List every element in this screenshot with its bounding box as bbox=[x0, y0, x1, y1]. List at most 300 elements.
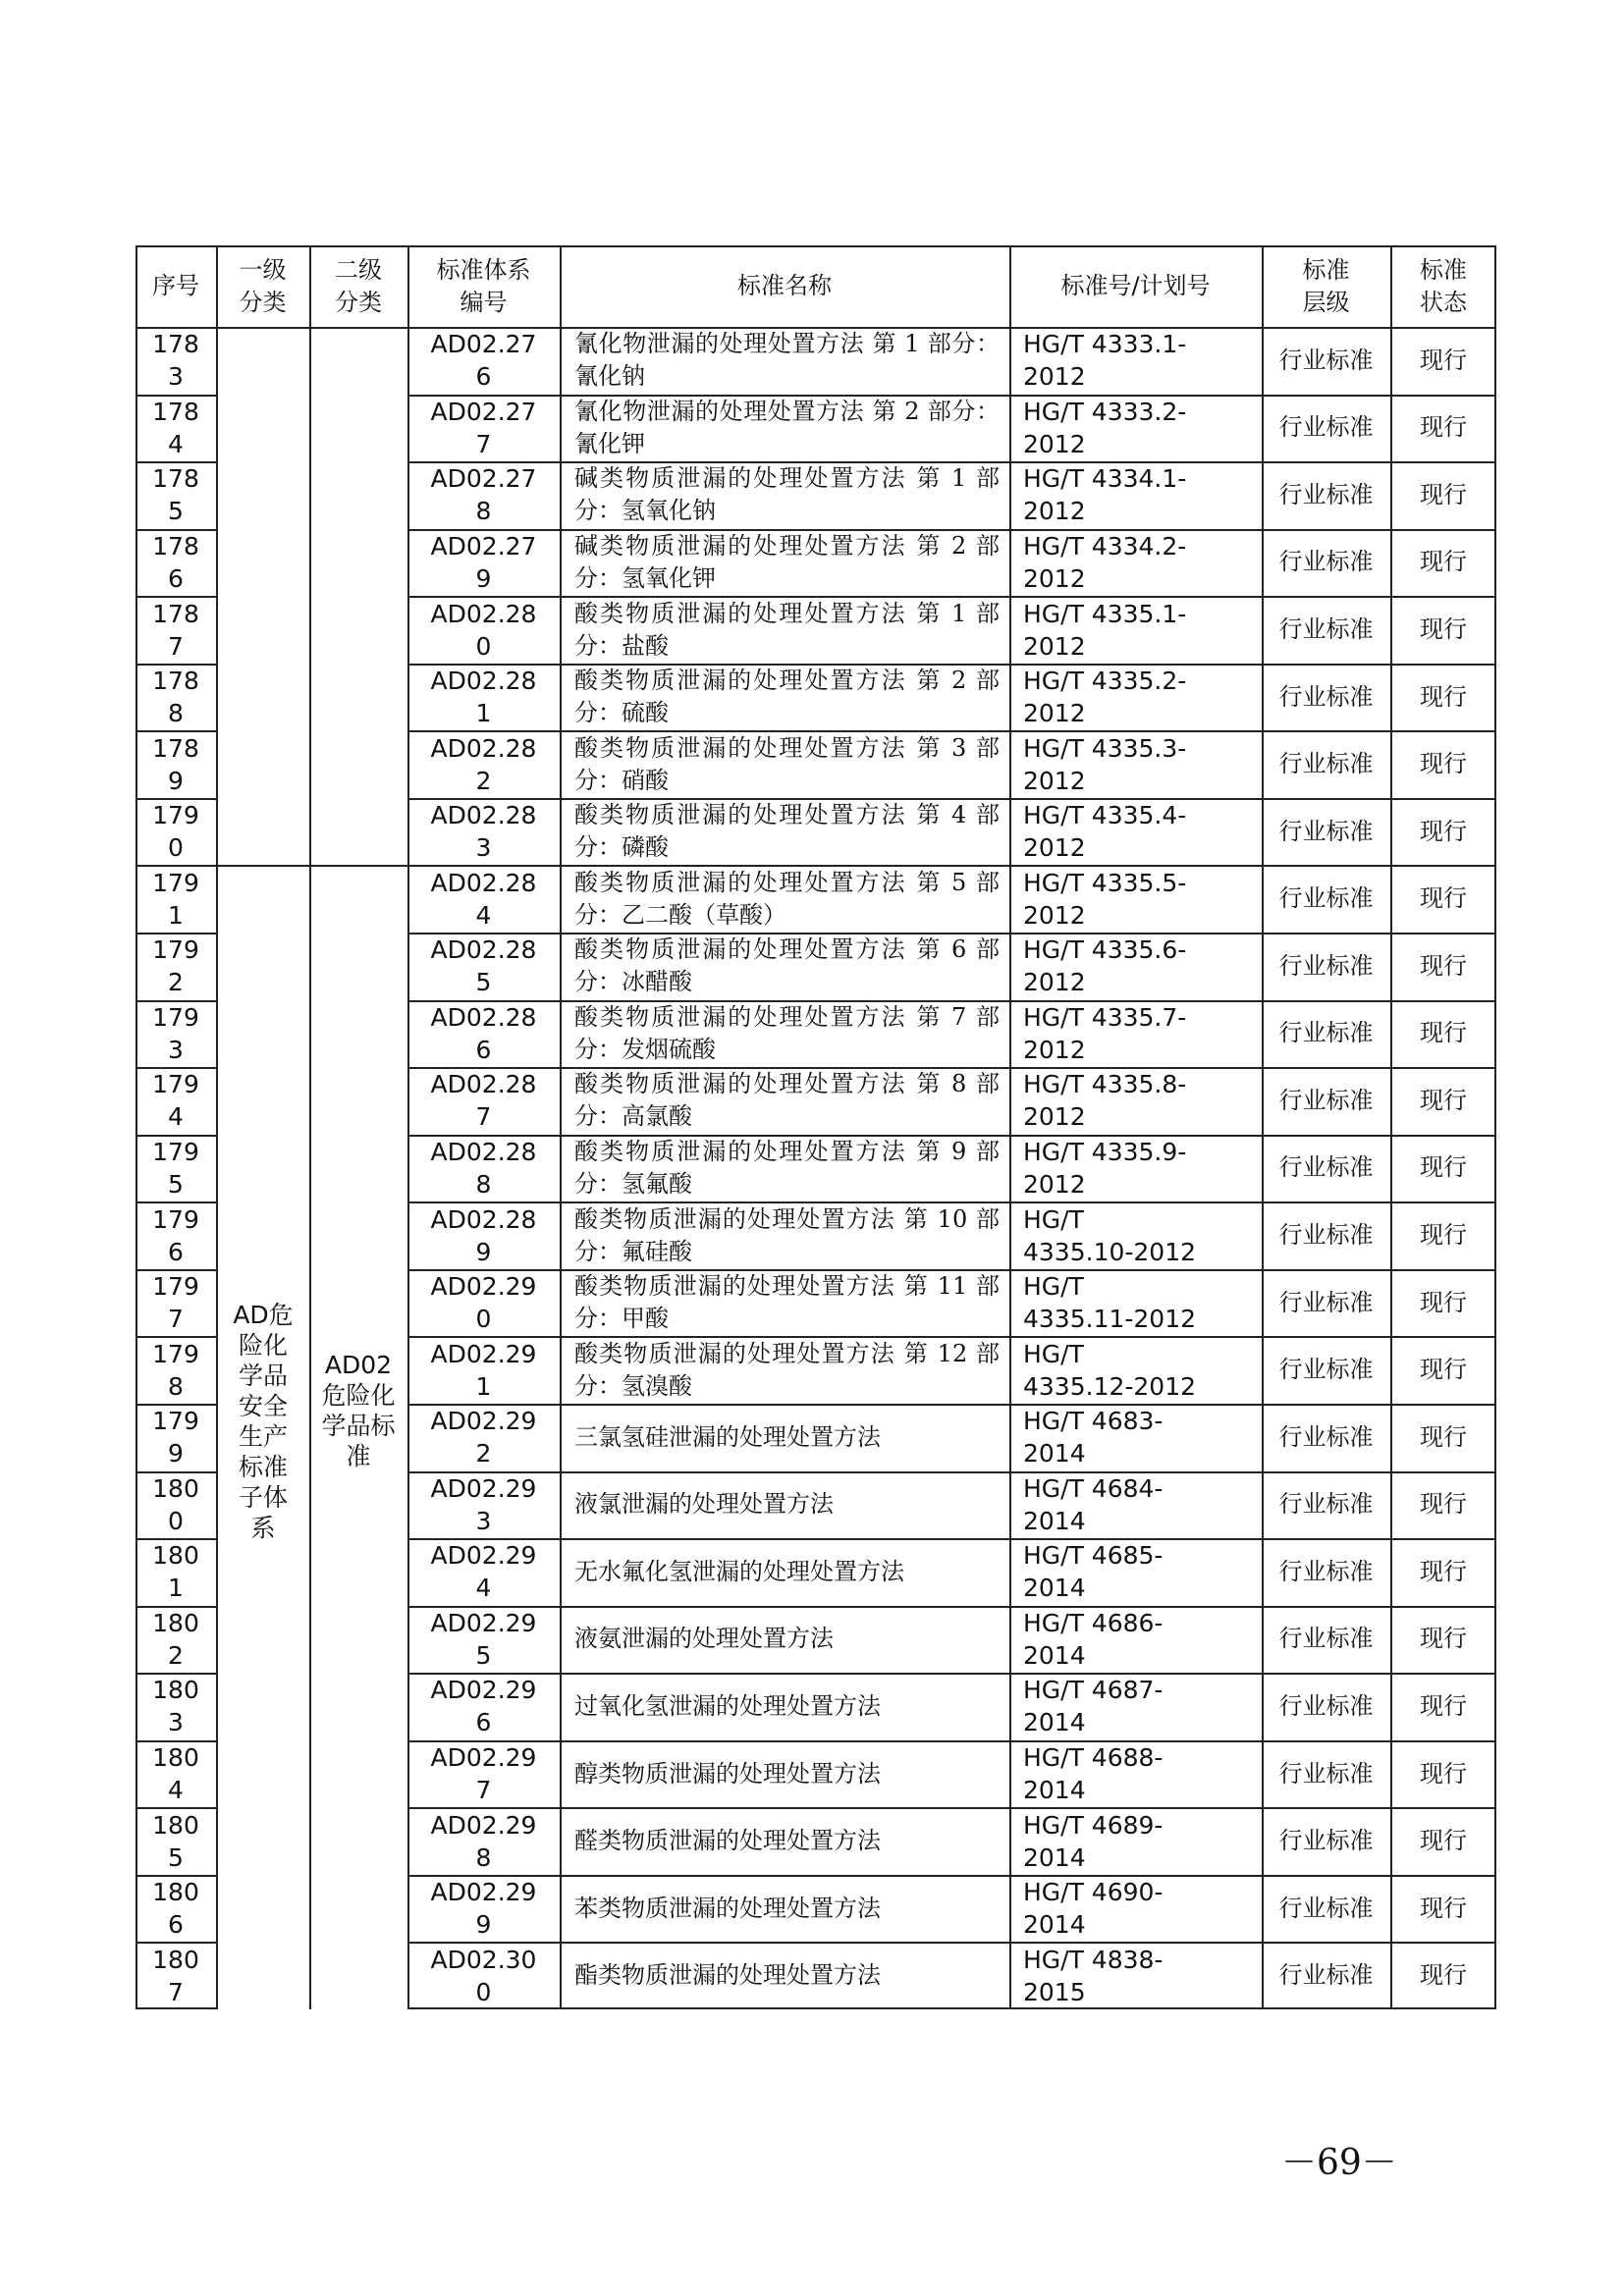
cell-status bbox=[1390, 865, 1496, 933]
cell-std-no bbox=[1009, 1404, 1262, 1471]
cell-std-no bbox=[1009, 1471, 1262, 1539]
cell-status-text: 现行 bbox=[1420, 1356, 1467, 1384]
cell-code bbox=[407, 1336, 560, 1404]
seq-divider bbox=[135, 1067, 216, 1069]
cell-status-text: 现行 bbox=[1420, 1490, 1467, 1519]
column-divider bbox=[407, 245, 409, 2009]
cell-name-text: 氰化物泄漏的处理处置方法 第 2 部分：氰化钾 bbox=[574, 397, 1000, 457]
cell-name-text: 酸类物质泄漏的处理处置方法 第 8 部分：高氯酸 bbox=[574, 1070, 1000, 1131]
cell-name-text: 氰化物泄漏的处理处置方法 第 1 部分：氰化钠 bbox=[574, 330, 1000, 391]
cell-seq bbox=[135, 1269, 216, 1337]
cell-status-text: 现行 bbox=[1420, 682, 1467, 711]
table-header bbox=[135, 245, 1496, 327]
cell-std-no-text: HG/T 4335.7-2012 bbox=[1023, 1002, 1187, 1064]
cell-status-text: 现行 bbox=[1420, 1961, 1467, 1990]
cell-seq bbox=[135, 1201, 216, 1269]
table-row bbox=[135, 1269, 1496, 1337]
cell-std-no-text: HG/T 4334.2-2012 bbox=[1023, 531, 1187, 593]
cell-name bbox=[560, 1807, 1009, 1875]
row-divider bbox=[407, 1201, 1496, 1203]
cell-name-text: 酸类物质泄漏的处理处置方法 第 2 部分：硫酸 bbox=[574, 667, 1000, 727]
row-divider bbox=[407, 1875, 1496, 1877]
seq-divider bbox=[135, 1336, 216, 1338]
seq-divider bbox=[135, 1269, 216, 1271]
cell-code-text: AD02.287 bbox=[430, 1070, 537, 1132]
cell-seq bbox=[135, 730, 216, 798]
cell-code bbox=[407, 327, 560, 395]
cell-seq-text: 1787 bbox=[152, 599, 199, 661]
table-row bbox=[135, 1201, 1496, 1269]
level2-category: AD02危险化学品标准 bbox=[321, 1351, 396, 1470]
cell-status bbox=[1390, 1404, 1496, 1471]
cell-status bbox=[1390, 1606, 1496, 1674]
cell-code-text: AD02.276 bbox=[430, 330, 537, 392]
standards-table bbox=[135, 245, 1496, 2009]
cell-code-text: AD02.278 bbox=[430, 464, 537, 526]
cell-status bbox=[1390, 1740, 1496, 1808]
cell-level-text: 行业标准 bbox=[1278, 1557, 1374, 1585]
cell-std-no-text: HG/T 4335.12-2012 bbox=[1023, 1339, 1197, 1401]
cell-code bbox=[407, 1875, 560, 1943]
row-divider bbox=[407, 529, 1496, 531]
cell-seq bbox=[135, 596, 216, 664]
cell-seq-text: 1794 bbox=[152, 1070, 199, 1132]
cell-level bbox=[1262, 865, 1390, 933]
table-row bbox=[135, 1471, 1496, 1539]
page-number: －69－ bbox=[1281, 2143, 1397, 2183]
cell-status bbox=[1390, 1471, 1496, 1539]
cell-seq bbox=[135, 1471, 216, 1539]
table-row bbox=[135, 1067, 1496, 1135]
seq-divider bbox=[135, 1673, 216, 1675]
cell-seq bbox=[135, 529, 216, 597]
cell-status-text: 现行 bbox=[1420, 1422, 1467, 1451]
cell-level-text: 行业标准 bbox=[1278, 1691, 1374, 1720]
cell-code-text: AD02.291 bbox=[430, 1339, 537, 1401]
seq-divider bbox=[135, 395, 216, 397]
cell-std-no-text: HG/T 4335.8-2012 bbox=[1023, 1070, 1187, 1132]
cell-status bbox=[1390, 1875, 1496, 1943]
cell-seq-text: 1804 bbox=[152, 1743, 199, 1805]
cell-std-no-text: HG/T 4689-2014 bbox=[1023, 1810, 1164, 1872]
cell-level-text: 行业标准 bbox=[1278, 750, 1374, 778]
cell-seq bbox=[135, 1336, 216, 1404]
cell-code bbox=[407, 664, 560, 731]
cell-std-no bbox=[1009, 529, 1262, 597]
cell-seq-text: 1806 bbox=[152, 1878, 199, 1940]
cell-seq bbox=[135, 1942, 216, 2009]
cell-level bbox=[1262, 596, 1390, 664]
cell-status-text: 现行 bbox=[1420, 1288, 1467, 1316]
seq-divider bbox=[135, 1000, 216, 1002]
cell-std-no bbox=[1009, 865, 1262, 933]
cell-seq bbox=[135, 1404, 216, 1471]
cell-std-no bbox=[1009, 1807, 1262, 1875]
cell-level bbox=[1262, 1000, 1390, 1068]
table-row bbox=[135, 865, 1496, 933]
cell-std-no-text: HG/T 4335.1-2012 bbox=[1023, 599, 1187, 661]
cell-std-no-text: HG/T 4335.3-2012 bbox=[1023, 733, 1187, 795]
cell-seq-text: 1803 bbox=[152, 1676, 199, 1737]
cell-level-text: 行业标准 bbox=[1278, 1086, 1374, 1114]
column-divider bbox=[309, 245, 311, 2009]
cell-name-text: 醇类物质泄漏的处理处置方法 bbox=[574, 1759, 881, 1788]
cell-name bbox=[560, 1067, 1009, 1135]
cell-seq bbox=[135, 933, 216, 1000]
cell-name bbox=[560, 1000, 1009, 1068]
cell-std-no-text: HG/T 4335.2-2012 bbox=[1023, 667, 1187, 728]
cell-name-text: 酸类物质泄漏的处理处置方法 第 5 部分：乙二酸（草酸） bbox=[574, 868, 1000, 929]
column-divider bbox=[216, 245, 218, 2009]
cell-std-no bbox=[1009, 1740, 1262, 1808]
cell-code bbox=[407, 1807, 560, 1875]
cell-level-text: 行业标准 bbox=[1278, 1490, 1374, 1519]
cell-level-text: 行业标准 bbox=[1278, 884, 1374, 913]
cell-name-text: 酸类物质泄漏的处理处置方法 第 12 部分：氢溴酸 bbox=[574, 1339, 1000, 1400]
cell-status-text: 现行 bbox=[1420, 1153, 1467, 1182]
cell-code-text: AD02.281 bbox=[430, 667, 537, 728]
cell-status bbox=[1390, 327, 1496, 395]
cell-level bbox=[1262, 1269, 1390, 1337]
cell-seq-text: 1805 bbox=[152, 1810, 199, 1872]
seq-divider bbox=[135, 865, 216, 867]
cell-std-no bbox=[1009, 461, 1262, 529]
cell-level bbox=[1262, 1201, 1390, 1269]
cell-seq bbox=[135, 664, 216, 731]
cell-level-text: 行业标准 bbox=[1278, 1759, 1374, 1788]
cell-std-no-text: HG/T 4690-2014 bbox=[1023, 1878, 1164, 1940]
table-row bbox=[135, 1942, 1496, 2009]
cell-code-text: AD02.279 bbox=[430, 531, 537, 593]
cell-std-no bbox=[1009, 798, 1262, 866]
cell-code-text: AD02.294 bbox=[430, 1541, 537, 1603]
cell-std-no-text: HG/T 4335.6-2012 bbox=[1023, 935, 1187, 997]
cell-code-text: AD02.280 bbox=[430, 599, 537, 661]
cell-code bbox=[407, 1404, 560, 1471]
cell-std-no bbox=[1009, 1000, 1262, 1068]
table-row bbox=[135, 596, 1496, 664]
row-divider bbox=[407, 461, 1496, 463]
cell-std-no-text: HG/T 4688-2014 bbox=[1023, 1743, 1164, 1805]
cell-std-no-text: HG/T 4335.9-2012 bbox=[1023, 1137, 1187, 1199]
header-name: 标准名称 bbox=[737, 272, 832, 299]
column-divider bbox=[1390, 245, 1392, 2009]
cell-status-text: 现行 bbox=[1420, 1691, 1467, 1720]
row-divider bbox=[407, 933, 1496, 934]
column-divider bbox=[560, 245, 562, 2009]
table-row bbox=[135, 395, 1496, 462]
row-divider bbox=[407, 1471, 1496, 1473]
cell-std-no-text: HG/T 4335.5-2012 bbox=[1023, 868, 1187, 930]
cell-code bbox=[407, 1740, 560, 1808]
row-divider bbox=[407, 664, 1496, 666]
cell-status-text: 现行 bbox=[1420, 413, 1467, 442]
level1-category: AD危险化学品安全生产标准子体系 bbox=[233, 1301, 294, 1542]
cell-level bbox=[1262, 1942, 1390, 2009]
cell-status-text: 现行 bbox=[1420, 548, 1467, 576]
cell-code-text: AD02.295 bbox=[430, 1608, 537, 1670]
cell-name bbox=[560, 865, 1009, 933]
cell-name bbox=[560, 1404, 1009, 1471]
row-divider bbox=[407, 1606, 1496, 1608]
cell-level bbox=[1262, 1471, 1390, 1539]
cell-code-text: AD02.277 bbox=[430, 397, 537, 458]
cell-status-text: 现行 bbox=[1420, 615, 1467, 643]
cell-level-text: 行业标准 bbox=[1278, 1961, 1374, 1990]
cell-name bbox=[560, 1201, 1009, 1269]
cell-code-text: AD02.286 bbox=[430, 1002, 537, 1064]
table-row bbox=[135, 933, 1496, 1000]
cell-std-no-text: HG/T 4838-2015 bbox=[1023, 1945, 1164, 2006]
cell-code bbox=[407, 461, 560, 529]
seq-divider bbox=[135, 1471, 216, 1473]
cell-std-no bbox=[1009, 1135, 1262, 1202]
seq-divider bbox=[135, 664, 216, 666]
cell-status bbox=[1390, 664, 1496, 731]
cell-std-no bbox=[1009, 327, 1262, 395]
row-divider bbox=[407, 1740, 1496, 1742]
cell-code bbox=[407, 395, 560, 462]
cell-status bbox=[1390, 933, 1496, 1000]
cell-std-no bbox=[1009, 395, 1262, 462]
cell-code-text: AD02.285 bbox=[430, 935, 537, 997]
cell-level-text: 行业标准 bbox=[1278, 1153, 1374, 1182]
cell-seq bbox=[135, 1673, 216, 1740]
table-row bbox=[135, 327, 1496, 395]
cell-status bbox=[1390, 395, 1496, 462]
cell-level bbox=[1262, 730, 1390, 798]
cell-seq-text: 1798 bbox=[152, 1339, 199, 1401]
cell-std-no bbox=[1009, 933, 1262, 1000]
table-row bbox=[135, 1807, 1496, 1875]
cell-status bbox=[1390, 1807, 1496, 1875]
cell-name-text: 酸类物质泄漏的处理处置方法 第 6 部分：冰醋酸 bbox=[574, 935, 1000, 996]
cell-status-text: 现行 bbox=[1420, 1625, 1467, 1653]
cell-name bbox=[560, 529, 1009, 597]
cell-level-text: 行业标准 bbox=[1278, 413, 1374, 442]
cell-status bbox=[1390, 1000, 1496, 1068]
cell-name bbox=[560, 1942, 1009, 2009]
cell-status bbox=[1390, 596, 1496, 664]
cell-name-text: 醛类物质泄漏的处理处置方法 bbox=[574, 1827, 881, 1855]
cell-seq-text: 1795 bbox=[152, 1137, 199, 1199]
cell-status-text: 现行 bbox=[1420, 1221, 1467, 1250]
cell-code bbox=[407, 1135, 560, 1202]
cell-status-text: 现行 bbox=[1420, 1557, 1467, 1585]
cell-seq bbox=[135, 327, 216, 395]
cell-status-text: 现行 bbox=[1420, 1894, 1467, 1922]
row-divider bbox=[407, 1000, 1496, 1002]
cell-level bbox=[1262, 327, 1390, 395]
table-row bbox=[135, 1673, 1496, 1740]
cell-level-text: 行业标准 bbox=[1278, 1288, 1374, 1316]
cell-status-text: 现行 bbox=[1420, 1759, 1467, 1788]
cell-seq bbox=[135, 1135, 216, 1202]
cell-seq-text: 1792 bbox=[152, 935, 199, 997]
cell-code bbox=[407, 1942, 560, 2009]
cell-name-text: 酸类物质泄漏的处理处置方法 第 7 部分：发烟硫酸 bbox=[574, 1002, 1000, 1063]
cell-level bbox=[1262, 395, 1390, 462]
cell-name-text: 无水氟化氢泄漏的处理处置方法 bbox=[574, 1557, 904, 1585]
cell-seq bbox=[135, 1740, 216, 1808]
cell-level-text: 行业标准 bbox=[1278, 1356, 1374, 1384]
cell-seq-text: 1801 bbox=[152, 1541, 199, 1603]
row-divider bbox=[407, 596, 1496, 598]
cell-name bbox=[560, 1606, 1009, 1674]
row-divider bbox=[135, 245, 1496, 247]
cell-code-text: AD02.290 bbox=[430, 1272, 537, 1334]
table-row bbox=[135, 529, 1496, 597]
cell-name-text: 酸类物质泄漏的处理处置方法 第 11 部分：甲酸 bbox=[574, 1272, 1000, 1333]
row-divider bbox=[407, 798, 1496, 800]
cell-status bbox=[1390, 1942, 1496, 2009]
cell-code bbox=[407, 529, 560, 597]
cell-std-no bbox=[1009, 596, 1262, 664]
cell-name bbox=[560, 327, 1009, 395]
cell-seq-text: 1789 bbox=[152, 733, 199, 795]
cell-std-no-text: HG/T 4333.2-2012 bbox=[1023, 397, 1187, 458]
cell-name-text: 液氯泄漏的处理处置方法 bbox=[574, 1490, 834, 1519]
cell-status bbox=[1390, 1067, 1496, 1135]
column-divider bbox=[135, 245, 137, 2009]
cell-std-no bbox=[1009, 664, 1262, 731]
cell-status bbox=[1390, 1538, 1496, 1606]
cell-level bbox=[1262, 1875, 1390, 1943]
cell-std-no-text: HG/T 4335.11-2012 bbox=[1023, 1272, 1197, 1334]
cell-status-text: 现行 bbox=[1420, 346, 1467, 374]
cell-code bbox=[407, 1269, 560, 1337]
cell-name-text: 酯类物质泄漏的处理处置方法 bbox=[574, 1961, 881, 1990]
cell-status bbox=[1390, 461, 1496, 529]
cell-level-text: 行业标准 bbox=[1278, 817, 1374, 845]
column-divider bbox=[1009, 245, 1011, 2009]
row-divider bbox=[407, 1135, 1496, 1137]
seq-divider bbox=[135, 1201, 216, 1203]
cell-status-text: 现行 bbox=[1420, 884, 1467, 913]
cell-status-text: 现行 bbox=[1420, 951, 1467, 980]
cell-code bbox=[407, 1471, 560, 1539]
cell-code bbox=[407, 1538, 560, 1606]
cell-level bbox=[1262, 529, 1390, 597]
cell-name-text: 碱类物质泄漏的处理处置方法 第 1 部分：氢氧化钠 bbox=[574, 464, 1000, 525]
cell-level bbox=[1262, 461, 1390, 529]
cell-seq-text: 1797 bbox=[152, 1272, 199, 1334]
cell-seq-text: 1786 bbox=[152, 531, 199, 593]
cell-level bbox=[1262, 1807, 1390, 1875]
cell-seq-text: 1785 bbox=[152, 464, 199, 526]
cell-std-no-text: HG/T 4687-2014 bbox=[1023, 1676, 1164, 1737]
cell-name bbox=[560, 395, 1009, 462]
cell-level-text: 行业标准 bbox=[1278, 1422, 1374, 1451]
table-row bbox=[135, 1538, 1496, 1606]
cell-name bbox=[560, 1336, 1009, 1404]
cell-seq bbox=[135, 1606, 216, 1674]
header-level2: 二级分类 bbox=[335, 255, 382, 316]
cell-name-text: 酸类物质泄漏的处理处置方法 第 10 部分：氟硅酸 bbox=[574, 1204, 1000, 1265]
cell-code bbox=[407, 1000, 560, 1068]
cell-level-text: 行业标准 bbox=[1278, 1019, 1374, 1047]
cell-code-text: AD02.282 bbox=[430, 733, 537, 795]
cell-status bbox=[1390, 529, 1496, 597]
cell-level bbox=[1262, 798, 1390, 866]
cell-code-text: AD02.284 bbox=[430, 868, 537, 930]
cell-level bbox=[1262, 1404, 1390, 1471]
cell-status bbox=[1390, 1269, 1496, 1337]
seq-divider bbox=[135, 529, 216, 531]
row-divider bbox=[407, 730, 1496, 732]
cell-level bbox=[1262, 1673, 1390, 1740]
cell-seq bbox=[135, 798, 216, 866]
cell-std-no bbox=[1009, 1606, 1262, 1674]
cell-std-no-text: HG/T 4684-2014 bbox=[1023, 1473, 1164, 1535]
header-level: 标准层级 bbox=[1302, 255, 1350, 316]
cell-name bbox=[560, 1471, 1009, 1539]
seq-divider bbox=[135, 1404, 216, 1406]
cell-code bbox=[407, 798, 560, 866]
cell-code-text: AD02.289 bbox=[430, 1204, 537, 1266]
cell-name-text: 酸类物质泄漏的处理处置方法 第 3 部分：硝酸 bbox=[574, 733, 1000, 794]
cell-level bbox=[1262, 1067, 1390, 1135]
cell-std-no-text: HG/T 4334.1-2012 bbox=[1023, 464, 1187, 526]
row-divider bbox=[407, 1269, 1496, 1271]
cell-status bbox=[1390, 798, 1496, 866]
table-row bbox=[135, 1135, 1496, 1202]
cell-code bbox=[407, 1067, 560, 1135]
cell-seq bbox=[135, 1807, 216, 1875]
cell-level-text: 行业标准 bbox=[1278, 480, 1374, 508]
cell-seq-text: 1788 bbox=[152, 667, 199, 728]
row-divider bbox=[407, 395, 1496, 397]
header-code: 标准体系编号 bbox=[436, 255, 531, 316]
row-divider bbox=[407, 1067, 1496, 1069]
cell-seq-text: 1802 bbox=[152, 1608, 199, 1670]
cell-name-text: 酸类物质泄漏的处理处置方法 第 9 部分：氢氟酸 bbox=[574, 1137, 1000, 1198]
cell-code-text: AD02.298 bbox=[430, 1810, 537, 1872]
seq-divider bbox=[135, 461, 216, 463]
cell-name bbox=[560, 596, 1009, 664]
cell-std-no-text: HG/T 4683-2014 bbox=[1023, 1407, 1164, 1468]
seq-divider bbox=[135, 798, 216, 800]
header-level1: 一级分类 bbox=[239, 255, 287, 316]
cell-std-no bbox=[1009, 1942, 1262, 2009]
header-seq: 序号 bbox=[152, 272, 199, 299]
cell-seq-text: 1793 bbox=[152, 1002, 199, 1064]
seq-divider bbox=[135, 1538, 216, 1540]
cell-name-text: 液氨泄漏的处理处置方法 bbox=[574, 1625, 834, 1653]
cell-status-text: 现行 bbox=[1420, 480, 1467, 508]
cell-seq-text: 1796 bbox=[152, 1204, 199, 1266]
cell-seq bbox=[135, 865, 216, 933]
cell-status-text: 现行 bbox=[1420, 1827, 1467, 1855]
cell-seq-text: 1791 bbox=[152, 868, 199, 930]
cell-seq bbox=[135, 395, 216, 462]
cell-name-text: 苯类物质泄漏的处理处置方法 bbox=[574, 1894, 881, 1922]
table-row bbox=[135, 730, 1496, 798]
cell-seq bbox=[135, 1067, 216, 1135]
table-row bbox=[135, 664, 1496, 731]
cell-status bbox=[1390, 730, 1496, 798]
header-std-no: 标准号/计划号 bbox=[1060, 272, 1211, 299]
cell-status-text: 现行 bbox=[1420, 750, 1467, 778]
cell-seq-text: 1783 bbox=[152, 330, 199, 392]
row-divider bbox=[407, 1538, 1496, 1540]
cell-std-no-text: HG/T 4686-2014 bbox=[1023, 1608, 1164, 1670]
cell-code-text: AD02.293 bbox=[430, 1473, 537, 1535]
cell-seq bbox=[135, 1000, 216, 1068]
table-row bbox=[135, 1875, 1496, 1943]
cell-code-text: AD02.283 bbox=[430, 801, 537, 863]
cell-code bbox=[407, 1201, 560, 1269]
